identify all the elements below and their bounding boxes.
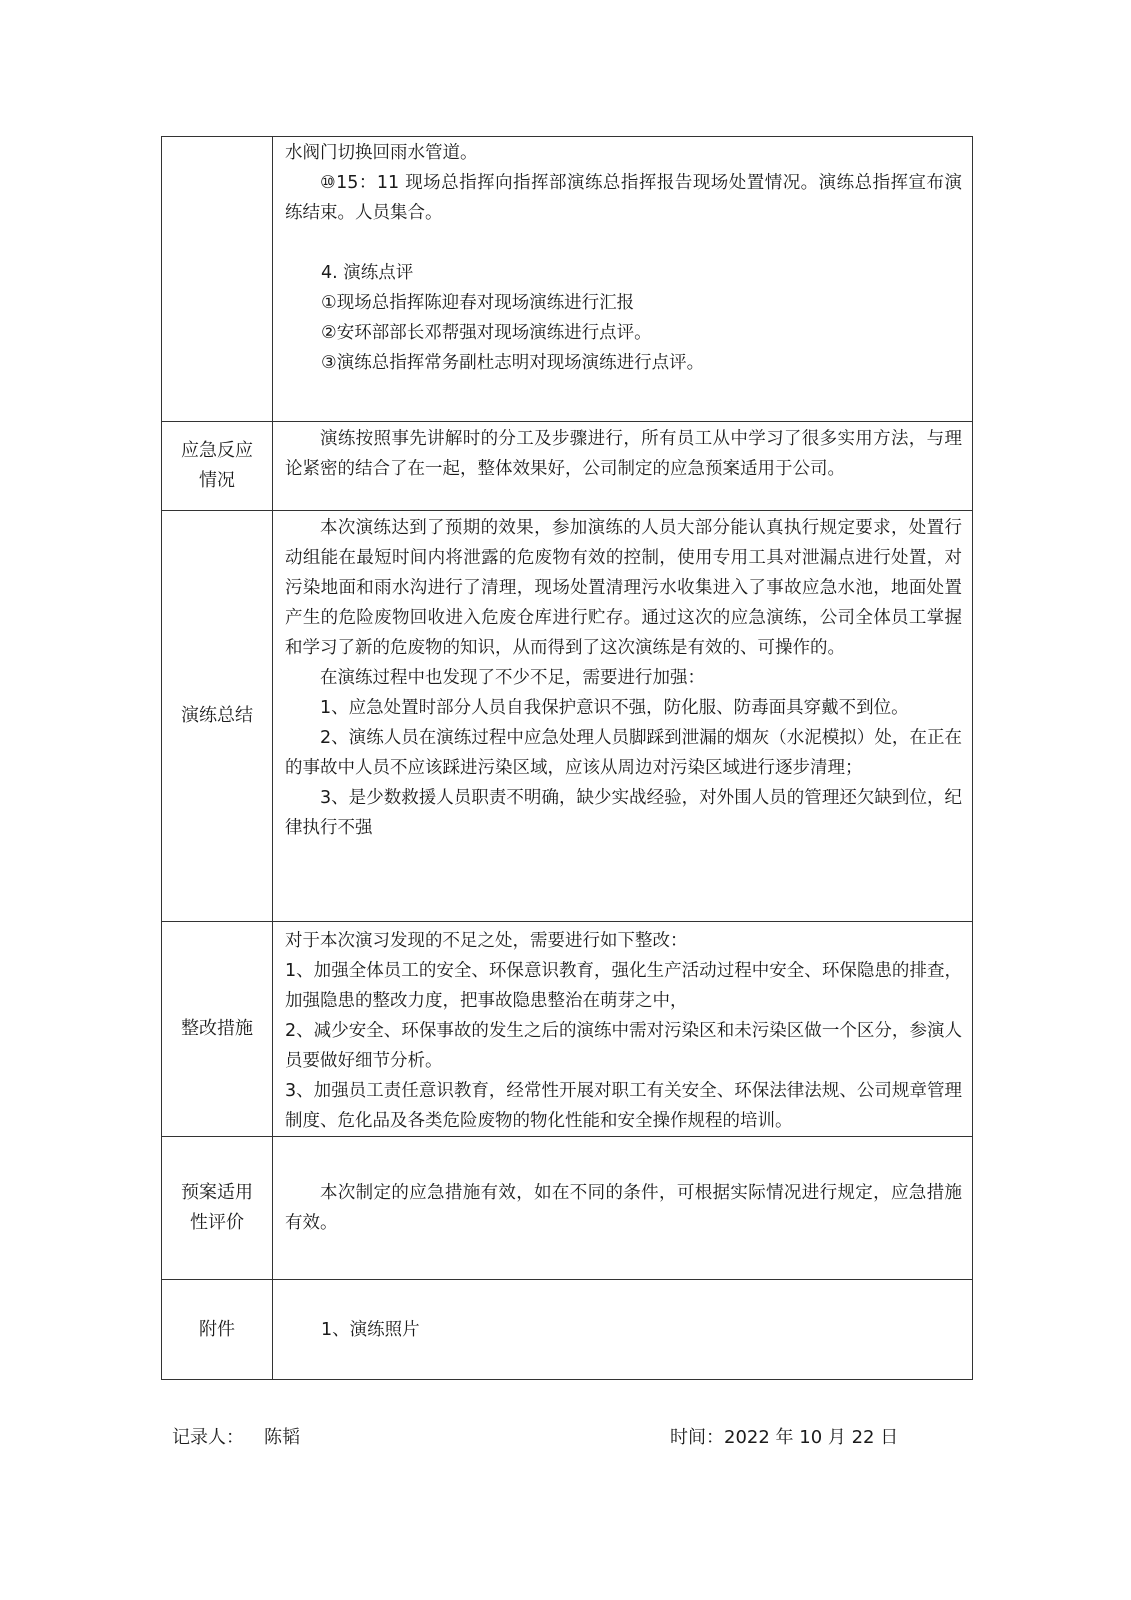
step-line-report: ⑩15：11 现场总指挥向指挥部演练总指挥报告现场处置情况。演练总指挥宣布演练结束。人员集合。 (285, 173, 962, 223)
time-label: 时间： (670, 1427, 724, 1448)
rectify-label: 整改措施 (181, 1018, 253, 1039)
spacer (285, 228, 962, 258)
review-heading: 4. 演练点评 (321, 263, 414, 283)
rectify-paragraph: 对于本次演习发现的不足之处，需要进行如下整改： (285, 931, 688, 951)
applicability-label: 预案适用性评价 (181, 1182, 253, 1233)
steps-content-cell (273, 137, 973, 422)
table-row-summary (162, 511, 973, 922)
attachment-content-cell (273, 1280, 973, 1380)
recorder-info (172, 1426, 300, 1450)
rectify-paragraph: 1、加强全体员工的安全、环保意识教育，强化生产活动过程中安全、环保隐患的排查，加强隐患的整改力度，把事故隐患整治在萌芽之中， (285, 961, 962, 1011)
summary-paragraph: 1、应急处置时部分人员自我保护意识不强，防化服、防毒面具穿戴不到位。 (320, 698, 909, 718)
rectify-paragraph: 3、加强员工责任意识教育，经常性开展对职工有关安全、环保法律法规、公司规章管理制度、危化品及各类危险废物的物化性能和安全操作规程的培训。 (285, 1081, 962, 1131)
review-item-3: ③演练总指挥常务副杜志明对现场演练进行点评。 (321, 353, 705, 373)
attachment-label: 附件 (199, 1318, 235, 1340)
attachment-item: 1、演练照片 (321, 1319, 420, 1340)
table-row-response (162, 422, 973, 511)
step-line-valve: 水阀门切换回雨水管道。 (285, 143, 478, 163)
applicability-content-cell (273, 1137, 973, 1280)
review-item-1: ①现场总指挥陈迎春对现场演练进行汇报 (321, 293, 635, 313)
recorder-label: 记录人： (172, 1427, 244, 1448)
applicability-text: 本次制定的应急措施有效，如在不同的条件，可根据实际情况进行规定，应急措施有效。 (285, 1183, 962, 1233)
response-label-cell (162, 422, 273, 511)
table-row-steps (162, 137, 973, 422)
summary-content-cell (273, 511, 973, 922)
response-content-cell (273, 422, 973, 511)
table-row-rectify (162, 922, 973, 1137)
record-time (670, 1426, 898, 1450)
table-row-attachment (162, 1280, 973, 1380)
applicability-label-cell (162, 1137, 273, 1280)
summary-paragraph: 3、是少数救援人员职责不明确，缺少实战经验，对外围人员的管理还欠缺到位，纪律执行不强 (285, 788, 962, 838)
response-text: 演练按照事先讲解时的分工及步骤进行，所有员工从中学习了很多实用方法，与理论紧密的结合了在一起，整体效果好，公司制定的应急预案适用于公司。 (285, 429, 962, 479)
summary-paragraph: 2、演练人员在演练过程中应急处理人员脚踩到泄漏的烟灰（水泥模拟）处，在正在的事故中人员不应该踩进污染区域，应该从周边对污染区域进行逐步清理； (285, 728, 962, 778)
summary-label: 演练总结 (181, 705, 253, 726)
drill-record-table (161, 136, 973, 1380)
summary-paragraph: 在演练过程中也发现了不少不足，需要进行加强： (320, 668, 705, 688)
summary-paragraph: 本次演练达到了预期的效果，参加演练的人员大部分能认真执行规定要求，处置行动组能在最短时间内将泄露的危废物有效的控制，使用专用工具对泄漏点进行处置，对污染地面和雨水沟进行了清理，现场处置清理污水收集进入了事故应急水池，地面处置产生的危险废物回收进入危废仓库进行贮存。通过这次的应急演练，公司全体员工掌握和学习了新的危废物的知识，从而得到了这次演练是有效的、可操作的。 (285, 518, 962, 658)
review-item-2: ②安环部部长邓帮强对现场演练进行点评。 (321, 323, 652, 343)
recorder-name: 陈韬 (264, 1427, 300, 1448)
steps-label-cell (162, 137, 273, 422)
rectify-label-cell (162, 922, 273, 1137)
time-value: 2022 年 10 月 22 日 (724, 1427, 899, 1448)
rectify-content-cell (273, 922, 973, 1137)
summary-label-cell (162, 511, 273, 922)
rectify-paragraph: 2、减少安全、环保事故的发生之后的演练中需对污染区和未污染区做一个区分，参演人员要做好细节分析。 (285, 1021, 962, 1071)
response-label: 应急反应情况 (181, 440, 253, 491)
attachment-label-cell (162, 1280, 273, 1380)
table-row-applicability (162, 1137, 973, 1280)
